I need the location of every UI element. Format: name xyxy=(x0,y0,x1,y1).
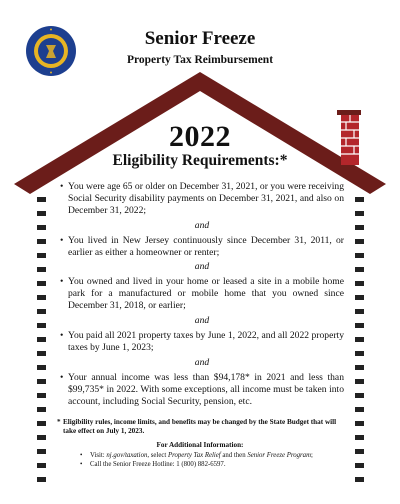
and-connector: and xyxy=(194,261,210,273)
additional-info-list xyxy=(80,451,360,469)
right-wall xyxy=(355,197,364,482)
page-subtitle: Property Tax Reimbursement xyxy=(126,54,274,66)
requirement-ownership: • You owned and lived in your home or leased a site in a mobile home park for a manufactured or mobile home that you owned since December 31, 2018, or earlier; xyxy=(60,276,344,312)
visit-mid-text: , select xyxy=(147,452,168,459)
requirement-residency: • You lived in New Jersey continuously since December 31, 2011, or earlier as either a homeowner or renter; xyxy=(60,235,344,259)
footnote xyxy=(57,418,349,436)
taxation-website-link[interactable]: nj.gov/taxation xyxy=(106,452,148,459)
additional-info-heading: For Additional Information: xyxy=(156,441,244,449)
hotline-line: • Call the Senior Freeze Hotline: 1 (800) 882-6597. xyxy=(80,460,360,469)
visit-prefix: Visit: xyxy=(90,452,107,459)
and-connector: and xyxy=(194,315,210,327)
page-title: Senior Freeze xyxy=(144,28,256,49)
requirement-taxes-paid: • You paid all 2021 property taxes by June 1, 2022, and all 2022 property taxes by June 1, 2023; xyxy=(60,330,344,354)
and-connector: and xyxy=(194,356,210,368)
visit-and-text: and then xyxy=(220,452,248,459)
footnote-text: Eligibility rules, income limits, and benefits may be changed by the State Budget that will take effect on July 1, 2023. xyxy=(63,418,337,435)
property-tax-relief-link[interactable]: Property Tax Relief xyxy=(167,452,221,459)
visit-end-text: ; xyxy=(311,452,313,459)
footnote-marker: * xyxy=(57,418,61,426)
requirements-list xyxy=(60,181,344,407)
and-connector: and xyxy=(194,219,210,231)
senior-freeze-program-link[interactable]: Senior Freeze Program xyxy=(247,452,311,459)
left-wall xyxy=(37,197,46,482)
year-heading: 2022 xyxy=(169,120,231,153)
requirement-income: • Your annual income was less than $94,178* in 2021 and less than $99,735* in 2022. With some exceptions, all income must be taken into account, including Social Security, pension, etc. xyxy=(60,372,344,408)
requirement-age: • You were age 65 or older on December 31, 2021, or you were receiving Social Security disability payments on December 31, 2021, and also on December 31, 2022; xyxy=(60,181,344,217)
eligibility-heading: Eligibility Requirements:* xyxy=(112,152,288,169)
visit-website-line xyxy=(80,451,360,460)
